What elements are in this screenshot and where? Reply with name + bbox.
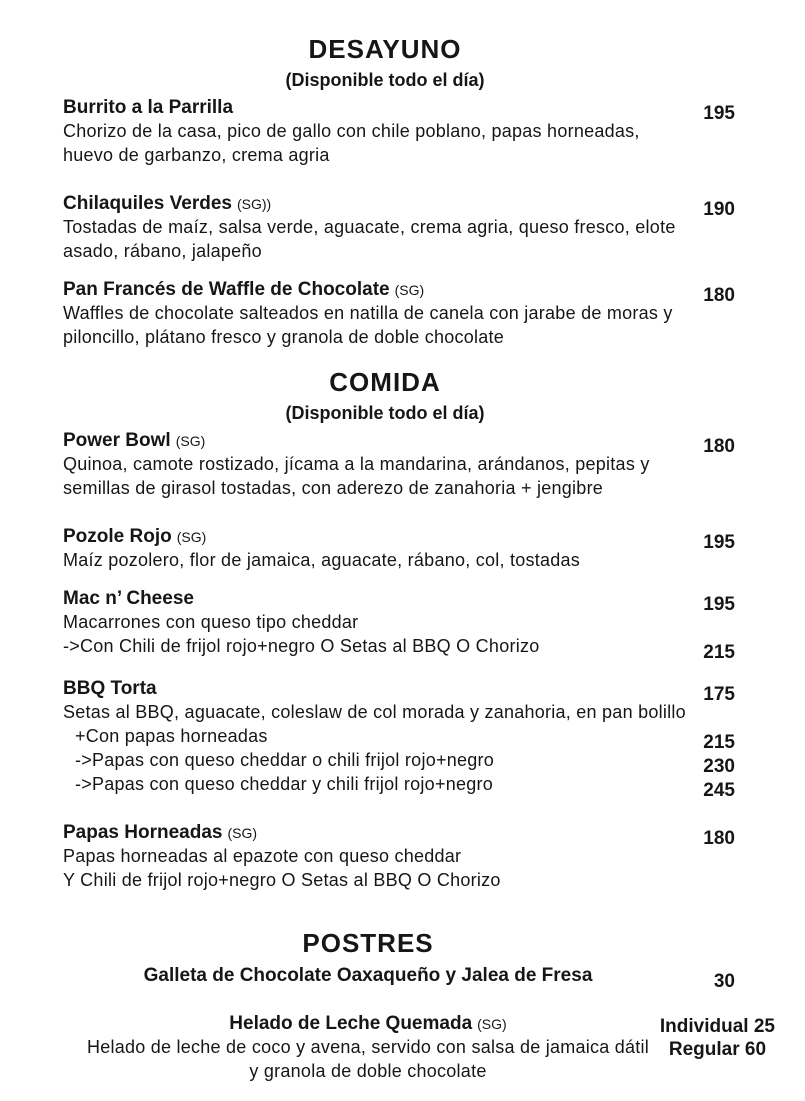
item-price: 175	[703, 684, 735, 705]
section-items	[35, 96, 735, 350]
item-option-price: 230	[703, 756, 735, 777]
item-description-row	[35, 453, 735, 477]
item-description-line: Macarrones con queso tipo cheddar	[63, 612, 359, 632]
item-description-row	[35, 144, 735, 168]
item-name-row	[35, 821, 735, 849]
section-title: COMIDA	[329, 367, 441, 397]
item-description-line: Tostadas de maíz, salsa verde, aguacate, crema agria, queso fresco, elote	[63, 217, 676, 237]
section-items	[35, 964, 775, 1084]
item-name-row	[35, 525, 735, 553]
item-description-line: Papas horneadas al epazote con queso cheddar	[63, 846, 462, 866]
item-description-row	[35, 635, 735, 663]
item-description-line: semillas de girasol tostadas, con aderezo de zanahoria + jengibre	[63, 478, 604, 498]
item-name: Burrito a la Parrilla	[63, 97, 234, 118]
menu-item	[35, 821, 735, 893]
menu-content	[35, 0, 775, 1084]
item-name-row	[35, 278, 735, 306]
menu-item	[35, 525, 735, 573]
item-option-price: 245	[703, 780, 735, 801]
item-name: Galleta de Chocolate Oaxaqueño y Jalea de Fresa	[143, 965, 593, 986]
section-title: DESAYUNO	[308, 34, 462, 64]
item-description-line: Quinoa, camote rostizado, jícama a la mandarina, arándanos, pepitas y	[63, 454, 650, 474]
item-tag: (SG)	[394, 282, 425, 298]
item-name: BBQ Torta	[63, 678, 157, 699]
item-description-row	[35, 1036, 735, 1060]
item-name: Mac n’ Cheese	[63, 588, 194, 609]
item-name-row	[35, 587, 735, 615]
item-option-price: 215	[703, 732, 735, 753]
item-description-row	[35, 216, 735, 240]
section-title: POSTRES	[302, 928, 434, 958]
item-description-row	[35, 302, 735, 326]
menu-item	[35, 677, 735, 801]
item-tag: (SG)	[227, 825, 258, 841]
item-price-option: Regular 60	[668, 1039, 767, 1060]
item-tag: (SG)	[176, 529, 207, 545]
item-description-line: ->Papas con queso cheddar o chili frijol rojo+negro	[75, 750, 494, 770]
menu-item	[35, 429, 735, 501]
item-description-line: y granola de doble chocolate	[249, 1061, 487, 1081]
item-description-row	[35, 120, 735, 144]
item-description-row	[35, 1060, 735, 1084]
item-tag: (SG))	[236, 196, 272, 212]
item-description-row	[35, 701, 735, 725]
item-description-line: Helado de leche de coco y avena, servido con salsa de jamaica dátil	[86, 1037, 650, 1057]
item-description-line: Chorizo de la casa, pico de gallo con chile poblano, papas horneadas,	[63, 121, 640, 141]
menu-item	[35, 1012, 775, 1084]
item-name: Helado de Leche Quemada	[229, 1013, 473, 1034]
menu-item	[35, 192, 735, 264]
item-description-line: Y Chili de frijol rojo+negro O Setas al BBQ O Chorizo	[63, 870, 501, 890]
item-description-row	[35, 725, 735, 753]
item-description-line: Maíz pozolero, flor de jamaica, aguacate, rábano, col, tostadas	[63, 550, 581, 570]
item-name-row	[35, 964, 735, 992]
item-description-line: huevo de garbanzo, crema agria	[63, 145, 330, 165]
item-name: Papas Horneadas	[63, 822, 223, 843]
item-description-row	[35, 869, 735, 893]
item-description-line: piloncillo, plátano fresco y granola de doble chocolate	[63, 327, 505, 347]
item-name: Pozole Rojo	[63, 526, 172, 547]
item-name: Chilaquiles Verdes	[63, 193, 232, 214]
item-description-line: asado, rábano, jalapeño	[63, 241, 262, 261]
item-description-row	[35, 326, 735, 350]
item-price: 195	[703, 103, 735, 124]
menu-section-desayuno	[35, 36, 735, 350]
item-name-row	[35, 96, 735, 124]
menu-item	[35, 96, 735, 168]
item-name: Pan Francés de Waffle de Chocolate	[63, 279, 390, 300]
item-description-line: Waffles de chocolate salteados en natilla de canela con jarabe de moras y	[63, 303, 673, 323]
section-subtitle: (Disponible todo el día)	[285, 403, 485, 423]
item-description-row	[35, 549, 735, 573]
item-name-row	[35, 677, 735, 705]
item-description-row	[35, 773, 735, 801]
item-price-option: Individual 25	[659, 1016, 775, 1037]
item-description-row	[35, 845, 735, 869]
item-tag: (SG)	[477, 1016, 507, 1032]
section-subtitle: (Disponible todo el día)	[285, 70, 485, 90]
item-name-row	[35, 192, 735, 220]
item-price: 180	[703, 828, 735, 849]
item-tag: (SG)	[175, 433, 206, 449]
item-name: Power Bowl	[63, 430, 171, 451]
item-price: 195	[703, 594, 735, 615]
menu-item	[35, 278, 735, 350]
item-price: 195	[703, 532, 735, 553]
menu-section-postres	[35, 928, 775, 1084]
section-items	[35, 429, 735, 893]
item-price: 180	[703, 285, 735, 306]
item-description-line: +Con papas horneadas	[75, 726, 268, 746]
menu-item	[35, 587, 735, 663]
item-price: 190	[703, 199, 735, 220]
item-description-row	[35, 477, 735, 501]
item-description-line: ->Papas con queso cheddar y chili frijol rojo+negro	[75, 774, 493, 794]
menu-section-comida	[35, 369, 735, 893]
item-price: 180	[703, 436, 735, 457]
item-description-row	[35, 611, 735, 635]
item-name-row	[35, 429, 735, 457]
menu-item	[35, 964, 735, 992]
item-description-row	[35, 749, 735, 777]
item-option-price: 215	[703, 642, 735, 663]
item-description-line: Setas al BBQ, aguacate, coleslaw de col morada y zanahoria, en pan bolillo	[63, 702, 686, 722]
item-description-line: ->Con Chili de frijol rojo+negro O Setas al BBQ O Chorizo	[63, 636, 540, 656]
item-description-row	[35, 240, 735, 264]
item-price: 30	[713, 971, 735, 992]
